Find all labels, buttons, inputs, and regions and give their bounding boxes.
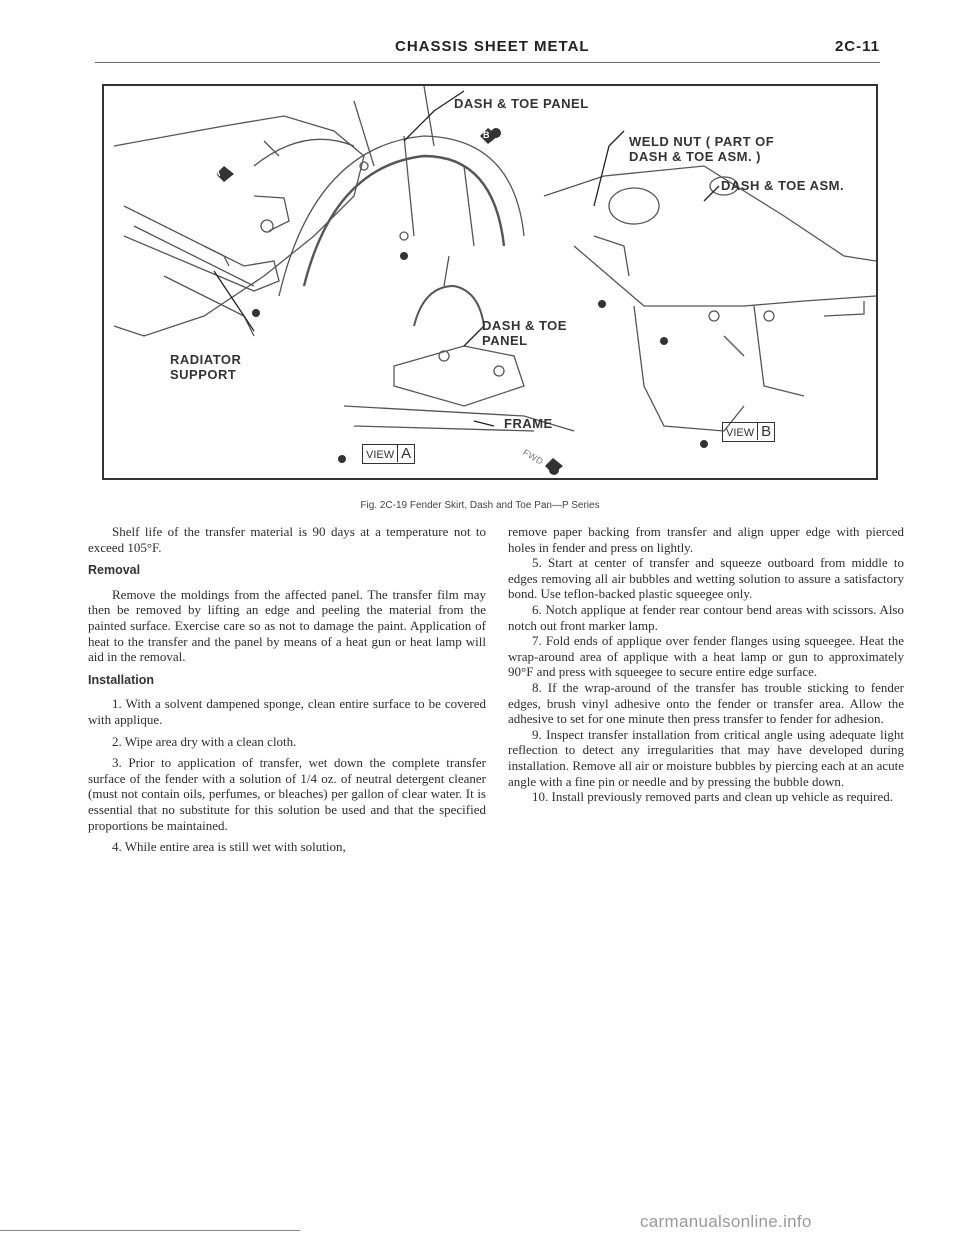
callout-dash-toe-panel-mid-line1: DASH & TOE [482,318,567,333]
callout-dash-toe-asm: DASH & TOE ASM. [721,178,845,193]
figure-fender-skirt-illustration [102,84,878,480]
view-a-label [362,444,415,464]
callout-radiator-line2: SUPPORT [170,367,237,382]
step-10: 10. Install previously removed parts and clean up vehicle as required. [532,789,893,805]
view-a-text: VIEW [366,449,395,461]
removal-heading: Removal [88,563,141,578]
intro-paragraph: Shelf life of the transfer material is 90 days at a temperature not to exceed 105°F. [88,524,486,555]
callout-weld-nut [629,134,774,164]
callout-dash-toe-panel-mid-line2: PANEL [482,333,528,348]
left-column [88,524,486,855]
callout-weld-nut-line2: DASH & TOE ASM. ) [629,149,762,164]
marker-a-label: A [214,168,221,178]
callout-frame: FRAME [504,416,553,431]
callout-radiator-line1: RADIATOR [170,352,242,367]
view-b-label [722,422,775,442]
footer-watermark: carmanualsonline.info [640,1212,812,1231]
step-7: 7. Fold ends of applique over fender flanges using squeegee. Heat the wrap-around area of applique with a heat lamp or gun to approximately 90°F and press with squeegee to secure entire edge surface. [508,633,904,680]
step-9: 9. Inspect transfer installation from critical angle using adequate light reflection to detect any irregularities that may have developed during installation. Remove all air or moisture bubbles by piercing each at an acute angle with a fine pin or needle and by pressing the bubble down. [508,726,904,789]
step-5: 5. Start at center of transfer and squeeze outboard from middle to edges removing all air bubbles and wetting solution to assure a satisfactory bond. Use teflon-backed plastic squeegee only. [508,555,904,602]
callout-dash-toe-panel-top: DASH & TOE PANEL [454,96,589,111]
step-4: 4. While entire area is still wet with solution, [112,839,346,855]
callout-weld-nut-line1: WELD NUT ( PART OF [629,134,775,149]
view-b-letter: B [757,423,771,440]
marker-b-label: B [483,130,490,140]
callout-forward-arrow: FWD [521,447,546,467]
right-column [508,524,904,805]
step-1: 1. With a solvent dampened sponge, clean entire surface to be covered with applique. [88,696,486,727]
page-number: 2C-11 [834,38,880,55]
view-b-text: VIEW [726,427,755,439]
step-4-continuation: remove paper backing from transfer and align upper edge with pierced holes in fender and press on lightly. [508,524,904,555]
figure-caption: Fig. 2C-19 Fender Skirt, Dash and Toe Pan—P Series [360,500,600,511]
callout-dash-toe-panel-mid [482,318,567,348]
page-title: CHASSIS SHEET METAL [395,38,590,55]
page-header [95,36,880,63]
step-8: 8. If the wrap-around of the transfer has trouble sticking to fender edges, brush vinyl adhesive onto the fender or transfer area. Allow the adhesive to set for one minute then press transfer to fender for adhesion. [508,679,904,727]
bottom-rule [0,1230,300,1231]
installation-heading: Installation [88,672,154,687]
step-2: 2. Wipe area dry with a clean cloth. [112,733,297,749]
view-a-letter: A [397,445,411,462]
step-3: 3. Prior to application of transfer, wet down the complete transfer surface of the fender with a solution of 1/4 oz. of neutral detergent cleaner (must not contain oils, perfumes, or bleaches) per gallon of clear water. It is essential that no substitute for this solution be used and that the specified proportions be maintained. [88,755,486,833]
step-6: 6. Notch applique at fender rear contour bend areas with scissors. Also notch out front marker lamp. [508,601,904,633]
removal-paragraph: Remove the moldings from the affected panel. The transfer film may then be removed by lifting an edge and peeling the material from the painted surface. Exercise care so as not to damage the paint. Application of heat to the transfer and the panel by means of a heat gun or heat lamp will aid in the removal. [88,586,486,665]
callout-radiator-support [170,352,241,382]
